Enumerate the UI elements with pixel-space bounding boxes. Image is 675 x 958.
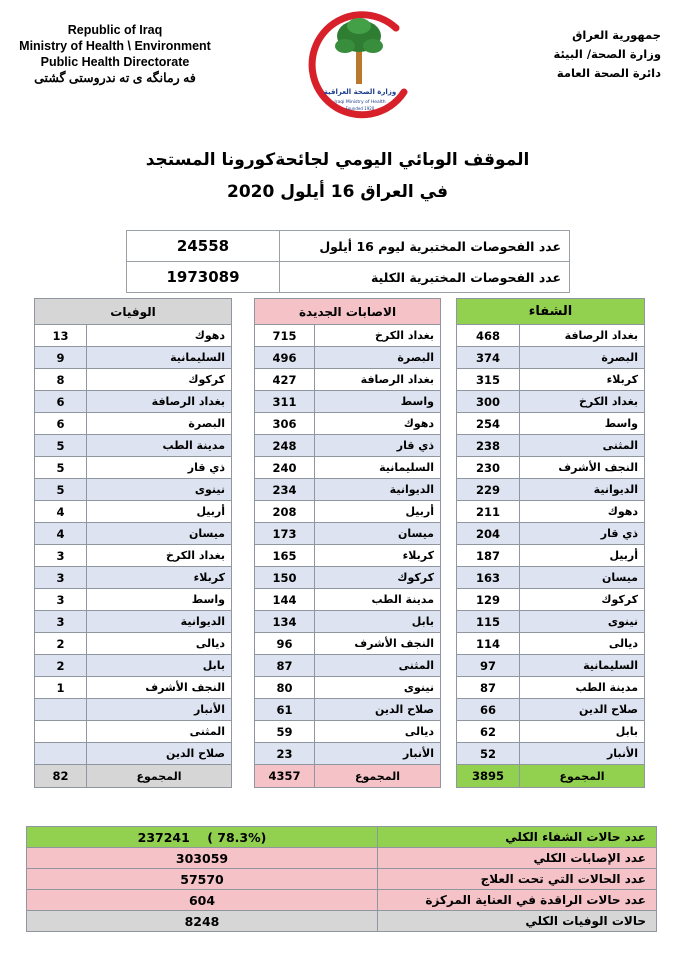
header-left-english xyxy=(6,22,224,86)
summary-label: عدد الإصابات الكلي xyxy=(378,848,657,869)
governorate-value: 61 xyxy=(255,699,315,721)
governorate-value: 5 xyxy=(35,479,87,501)
governorate-value: 129 xyxy=(457,589,520,611)
total-value: 3895 xyxy=(457,765,520,788)
governorate-name: واسط xyxy=(87,589,232,611)
table-row xyxy=(255,413,441,435)
governorate-name: كربلاء xyxy=(315,545,441,567)
ministry-logo xyxy=(300,6,420,126)
governorate-value: 3 xyxy=(35,589,87,611)
governorate-name: الديوانية xyxy=(315,479,441,501)
header-right-line-2: وزارة الصحة/ البيئة xyxy=(553,47,661,61)
governorate-value: 5 xyxy=(35,435,87,457)
daily-tests-label: عدد الفحوصات المختبرية ليوم 16 أيلول xyxy=(280,231,570,262)
governorate-name: أربيل xyxy=(315,501,441,523)
table-row xyxy=(255,435,441,457)
table-row xyxy=(255,479,441,501)
governorate-value: 97 xyxy=(457,655,520,677)
governorate-value: 13 xyxy=(35,325,87,347)
governorate-value: 59 xyxy=(255,721,315,743)
governorate-name: ميسان xyxy=(87,523,232,545)
table-row xyxy=(457,699,645,721)
governorate-name: صلاح الدين xyxy=(315,699,441,721)
table-row xyxy=(35,721,232,743)
table-row xyxy=(457,677,645,699)
table-row xyxy=(457,567,645,589)
governorate-value: 87 xyxy=(457,677,520,699)
governorate-value: 427 xyxy=(255,369,315,391)
table-row xyxy=(457,589,645,611)
governorate-name: نينوى xyxy=(315,677,441,699)
governorate-value: 5 xyxy=(35,457,87,479)
governorate-value: 87 xyxy=(255,655,315,677)
table-total-row xyxy=(35,765,232,788)
table-row xyxy=(255,325,441,347)
governorate-value: 66 xyxy=(457,699,520,721)
governorate-name: بغداد الكرخ xyxy=(520,391,645,413)
table-row xyxy=(457,633,645,655)
logo-text-arabic: وزارة الصحة العراقية xyxy=(323,88,397,96)
header-right-arabic xyxy=(531,26,661,83)
new-cases-table xyxy=(254,298,441,788)
total-label: المجموع xyxy=(315,765,441,788)
summary-label: عدد حالات الشفاء الكلي xyxy=(378,827,657,848)
governorate-value: 134 xyxy=(255,611,315,633)
summary-value: 8248 xyxy=(27,911,378,932)
governorate-name: ميسان xyxy=(315,523,441,545)
summary-table xyxy=(26,826,657,932)
table-row xyxy=(35,501,232,523)
table-row xyxy=(35,611,232,633)
table-header-row xyxy=(35,299,232,325)
governorate-value: 6 xyxy=(35,391,87,413)
table-row xyxy=(457,743,645,765)
governorate-value: 3 xyxy=(35,611,87,633)
table-row xyxy=(35,545,232,567)
governorate-name: الديوانية xyxy=(520,479,645,501)
table-row xyxy=(255,655,441,677)
governorate-name: بغداد الكرخ xyxy=(315,325,441,347)
table-row xyxy=(457,501,645,523)
governorate-name: كربلاء xyxy=(87,567,232,589)
table-row xyxy=(35,369,232,391)
table-title: الشفاء xyxy=(457,299,645,325)
logo-text-english: Iraqi Ministry of Health xyxy=(334,100,386,105)
header-right-line-1: جمهورية العراق xyxy=(572,28,661,42)
governorate-value: 144 xyxy=(255,589,315,611)
table-row xyxy=(35,479,232,501)
table-row xyxy=(35,567,232,589)
governorate-name: المثنى xyxy=(87,721,232,743)
governorate-name: ذي قار xyxy=(315,435,441,457)
table-row xyxy=(255,545,441,567)
governorate-value: 115 xyxy=(457,611,520,633)
governorate-name: بغداد الرصافة xyxy=(87,391,232,413)
governorate-name: ذي قار xyxy=(87,457,232,479)
governorate-name: واسط xyxy=(315,391,441,413)
governorate-name: الديوانية xyxy=(87,611,232,633)
governorate-name: السليمانية xyxy=(520,655,645,677)
table-row xyxy=(457,655,645,677)
governorate-value: 165 xyxy=(255,545,315,567)
table-row xyxy=(35,413,232,435)
governorate-value: 163 xyxy=(457,567,520,589)
governorate-name: مدينة الطب xyxy=(520,677,645,699)
table-row xyxy=(35,699,232,721)
governorate-name: النجف الأشرف xyxy=(315,633,441,655)
governorate-value: 4 xyxy=(35,523,87,545)
governorate-value: 374 xyxy=(457,347,520,369)
total-tests-label: عدد الفحوصات المختبرية الكلية xyxy=(280,262,570,293)
table-row xyxy=(457,435,645,457)
table-row xyxy=(255,391,441,413)
governorate-name: بابل xyxy=(87,655,232,677)
table-row xyxy=(35,655,232,677)
palm-tree-emblem-icon xyxy=(335,18,383,84)
governorate-name: البصرة xyxy=(87,413,232,435)
governorate-name: بغداد الرصافة xyxy=(520,325,645,347)
governorate-name: بابل xyxy=(520,721,645,743)
table-row xyxy=(255,523,441,545)
table-row xyxy=(457,611,645,633)
table-row xyxy=(35,435,232,457)
summary-value: 237241 ( 78.3%) xyxy=(27,827,378,848)
summary-label: عدد حالات الراقدة في العناية المركزة xyxy=(378,890,657,911)
table-row xyxy=(35,743,232,765)
recovered-table xyxy=(456,298,645,788)
table-row xyxy=(35,457,232,479)
governorate-value: 240 xyxy=(255,457,315,479)
governorate-value: 173 xyxy=(255,523,315,545)
total-value: 4357 xyxy=(255,765,315,788)
table-row xyxy=(255,567,441,589)
governorate-value: 234 xyxy=(255,479,315,501)
governorate-name: النجف الأشرف xyxy=(87,677,232,699)
governorate-value: 230 xyxy=(457,457,520,479)
table-row xyxy=(255,589,441,611)
governorate-name: ميسان xyxy=(520,567,645,589)
governorate-value: 8 xyxy=(35,369,87,391)
table-row xyxy=(255,633,441,655)
governorate-name: البصرة xyxy=(315,347,441,369)
governorate-name: مدينة الطب xyxy=(315,589,441,611)
table-row xyxy=(255,369,441,391)
governorate-name: أربيل xyxy=(87,501,232,523)
table-row xyxy=(457,479,645,501)
governorate-value: 248 xyxy=(255,435,315,457)
table-row xyxy=(35,523,232,545)
governorate-name: النجف الأشرف xyxy=(520,457,645,479)
governorate-name: السليمانية xyxy=(87,347,232,369)
governorate-name: دهوك xyxy=(520,501,645,523)
total-value: 82 xyxy=(35,765,87,788)
governorate-value: 52 xyxy=(457,743,520,765)
governorate-name: دهوك xyxy=(87,325,232,347)
report-title: الموقف الوبائي اليومي لجائحةكورونا المستجد xyxy=(145,150,530,170)
daily-tests-row xyxy=(127,231,570,262)
governorate-value: 300 xyxy=(457,391,520,413)
governorate-value: 468 xyxy=(457,325,520,347)
governorate-value: 2 xyxy=(35,655,87,677)
governorate-value: 238 xyxy=(457,435,520,457)
governorate-value: 306 xyxy=(255,413,315,435)
summary-value: 303059 xyxy=(27,848,378,869)
governorate-name: بغداد الرصافة xyxy=(315,369,441,391)
governorate-value: 311 xyxy=(255,391,315,413)
governorate-name: صلاح الدين xyxy=(520,699,645,721)
table-header-row xyxy=(255,299,441,325)
summary-label: عدد الحالات التي تحت العلاج xyxy=(378,869,657,890)
governorate-name: أربيل xyxy=(520,545,645,567)
total-tests-row xyxy=(127,262,570,293)
summary-label: حالات الوفيات الكلي xyxy=(378,911,657,932)
governorate-name: الأنبار xyxy=(315,743,441,765)
governorate-name: كربلاء xyxy=(520,369,645,391)
governorate-value xyxy=(35,721,87,743)
governorate-value: 3 xyxy=(35,567,87,589)
governorate-name: السليمانية xyxy=(315,457,441,479)
governorate-name: واسط xyxy=(520,413,645,435)
table-row xyxy=(457,369,645,391)
table-row xyxy=(35,391,232,413)
table-row xyxy=(255,611,441,633)
summary-row-total-cases xyxy=(27,848,657,869)
governorate-name: ديالى xyxy=(315,721,441,743)
lab-tests-table xyxy=(126,230,570,293)
governorate-value: 80 xyxy=(255,677,315,699)
table-row xyxy=(255,347,441,369)
total-tests-value: 1973089 xyxy=(127,262,280,293)
governorate-value: 23 xyxy=(255,743,315,765)
governorate-name: بغداد الكرخ xyxy=(87,545,232,567)
table-row xyxy=(255,457,441,479)
table-row xyxy=(35,677,232,699)
governorate-name: كركوك xyxy=(520,589,645,611)
governorate-value: 1 xyxy=(35,677,87,699)
table-row xyxy=(255,721,441,743)
table-row xyxy=(457,347,645,369)
table-title: الوفيات xyxy=(35,299,232,325)
table-row xyxy=(255,699,441,721)
governorate-name: الأنبار xyxy=(87,699,232,721)
table-row xyxy=(457,545,645,567)
governorate-name: ديالى xyxy=(520,633,645,655)
governorate-value: 496 xyxy=(255,347,315,369)
governorate-name: صلاح الدين xyxy=(87,743,232,765)
total-label: المجموع xyxy=(520,765,645,788)
governorate-value: 211 xyxy=(457,501,520,523)
governorate-name: كركوك xyxy=(87,369,232,391)
governorate-name: دهوك xyxy=(315,413,441,435)
header-left-line-4: فه رمانگه ی ته ندروستی گشتی xyxy=(34,71,196,85)
table-title: الاصابات الجديدة xyxy=(255,299,441,325)
summary-row-total-deaths xyxy=(27,911,657,932)
governorate-name: ديالى xyxy=(87,633,232,655)
header-left-line-2: Ministry of Health \ Environment xyxy=(19,39,211,53)
summary-row-total-recovered xyxy=(27,827,657,848)
summary-row-under-treatment xyxy=(27,869,657,890)
table-row xyxy=(457,523,645,545)
table-row xyxy=(35,633,232,655)
governorate-value: 96 xyxy=(255,633,315,655)
governorate-value: 62 xyxy=(457,721,520,743)
governorate-name: نينوى xyxy=(87,479,232,501)
governorate-value: 208 xyxy=(255,501,315,523)
table-row xyxy=(457,391,645,413)
governorate-name: مدينة الطب xyxy=(87,435,232,457)
governorate-value: 150 xyxy=(255,567,315,589)
summary-row-icu xyxy=(27,890,657,911)
table-row xyxy=(457,413,645,435)
governorate-name: ذي قار xyxy=(520,523,645,545)
table-row xyxy=(35,325,232,347)
governorate-value xyxy=(35,699,87,721)
daily-tests-value: 24558 xyxy=(127,231,280,262)
governorate-name: المثنى xyxy=(520,435,645,457)
table-row xyxy=(35,347,232,369)
governorate-value: 114 xyxy=(457,633,520,655)
governorate-name: كركوك xyxy=(315,567,441,589)
table-row xyxy=(255,501,441,523)
governorate-value: 254 xyxy=(457,413,520,435)
table-row xyxy=(457,325,645,347)
governorate-value: 3 xyxy=(35,545,87,567)
report-date-line: في العراق 16 أيلول 2020 xyxy=(227,182,448,202)
summary-value: 604 xyxy=(27,890,378,911)
deaths-table xyxy=(34,298,232,788)
table-row xyxy=(457,457,645,479)
governorate-name: البصرة xyxy=(520,347,645,369)
governorate-name: نينوى xyxy=(520,611,645,633)
governorate-value xyxy=(35,743,87,765)
header-right-line-3: دائرة الصحة العامة xyxy=(556,66,661,80)
governorate-value: 715 xyxy=(255,325,315,347)
governorate-name: المثنى xyxy=(315,655,441,677)
governorate-value: 229 xyxy=(457,479,520,501)
table-header-row xyxy=(457,299,645,325)
table-row xyxy=(457,721,645,743)
table-total-row xyxy=(255,765,441,788)
table-total-row xyxy=(457,765,645,788)
logo-text-founded: Founded 1920 xyxy=(345,106,375,111)
governorate-value: 9 xyxy=(35,347,87,369)
governorate-value: 187 xyxy=(457,545,520,567)
governorate-value: 204 xyxy=(457,523,520,545)
table-row xyxy=(255,677,441,699)
summary-value: 57570 xyxy=(27,869,378,890)
table-row xyxy=(255,743,441,765)
governorate-name: بابل xyxy=(315,611,441,633)
governorate-value: 2 xyxy=(35,633,87,655)
governorate-value: 4 xyxy=(35,501,87,523)
governorate-value: 315 xyxy=(457,369,520,391)
governorate-name: الأنبار xyxy=(520,743,645,765)
total-label: المجموع xyxy=(87,765,232,788)
header-left-line-1: Republic of Iraq xyxy=(67,23,163,37)
header-left-line-3: Public Health Directorate xyxy=(40,55,190,69)
table-row xyxy=(35,589,232,611)
governorate-value: 6 xyxy=(35,413,87,435)
